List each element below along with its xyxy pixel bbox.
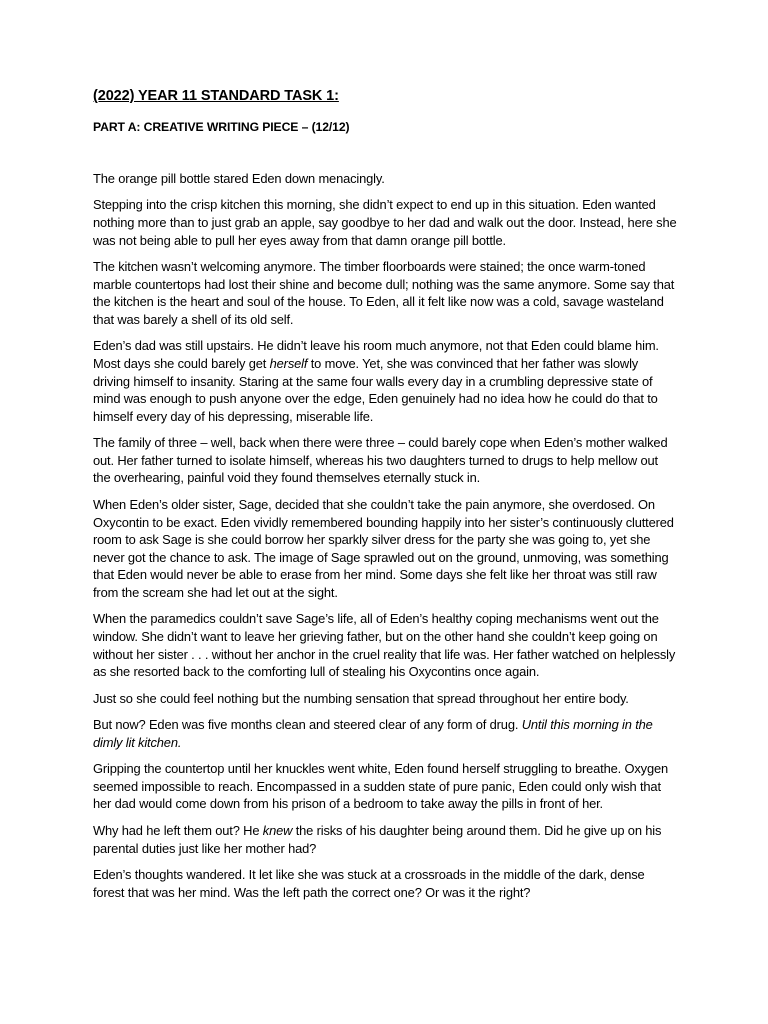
paragraph-text: The kitchen wasn’t welcoming anymore. The timber floorboards were stained; the once warm-toned marble countertops had lost their shine and become dull; nothing was the same anymore. Some say that the kitchen is the heart and soul of the house. To Eden, all it felt like now was a cold, savage wasteland that was barely a shell of its old self. (93, 259, 675, 327)
paragraph-text: the risks of his daughter being around them. Did he give up on his parental duties just like her mother had? (93, 822, 662, 856)
paragraph-text: The family of three – well, back when there were three – could barely cope when Eden’s mother walked out. Her father turned to isolate himself, whereas his two daughters turned to drugs to help mellow out the overhearing, painful void they found themselves eternally stuck in. (93, 435, 668, 486)
paragraph-text: Stepping into the crisp kitchen this morning, she didn’t expect to end up in this situation. Eden wanted nothing more than to just grab an apple, say goodbye to her dad and walk out the door. Instead, here she was not being able to pull her eyes away from that damn orange pill bottle. (93, 197, 677, 248)
story-paragraph (93, 258, 678, 328)
document-subtitle: PART A: CREATIVE WRITING PIECE – (12/12) (93, 120, 350, 134)
story-paragraph (93, 760, 678, 813)
paragraph-text: Eden’s dad was still upstairs. He didn’t leave his room much anymore, not that Eden could blame him. Most days she could barely get (93, 338, 659, 372)
paragraph-text: But now? Eden was five months clean and steered clear of any form of drug. (93, 717, 522, 733)
paragraph-text: The orange pill bottle stared Eden down menacingly. (93, 171, 385, 186)
story-paragraph (93, 496, 678, 602)
story-paragraph (93, 196, 678, 249)
document-body (93, 87, 678, 910)
paragraph-text: Why had he left them out? He (93, 822, 263, 838)
story-paragraph (93, 610, 678, 680)
paragraph-text: When Eden’s older sister, Sage, decided that she couldn’t take the pain anymore, she overdosed. On Oxycontin to be exact. Eden vividly remembered bounding happily into her sister’s continuously cluttered room to ask Sage is she could borrow her sparkly silver dress for the party she was going to, yet she never got the chance to ask. The image of Sage sprawled out on the ground, unmoving, was something that Eden would never be able to erase from her mind. Some days she felt like her throat was still raw from the scream she had let out at the sight. (93, 496, 674, 600)
paragraph-text: When the paramedics couldn’t save Sage’s life, all of Eden’s healthy coping mechanisms went out the window. She didn’t want to leave her grieving father, but on the other hand she couldn’t keep going on without her sister . . . without her anchor in the cruel reality that life was. Her father watched on helplessly as she resorted back to the comforting lull of stealing his Oxycontins once again. (93, 611, 676, 680)
story-paragraph (93, 716, 678, 751)
story-paragraph (93, 866, 678, 901)
story-paragraph (93, 170, 678, 188)
emphasized-text: knew (262, 822, 293, 838)
paragraph-text: Gripping the countertop until her knuckles went white, Eden found herself struggling to breathe. Oxygen seemed impossible to reach. Encompassed in a sudden state of pure panic, Eden could only wish that her dad would come down from his prison of a bedroom to take away the pills in front of her. (93, 761, 669, 812)
story-text (93, 170, 678, 901)
emphasized-text: herself (269, 356, 308, 372)
story-paragraph (93, 690, 678, 708)
document-title: (2022) YEAR 11 STANDARD TASK 1: (93, 88, 339, 104)
paragraph-text: to move. Yet, she was convinced that her father was slowly driving himself to insanity. Staring at the same four walls every day in a crumbling depressive state of mind was enough to push anyone over the edge, Eden genuinely had no idea how he could do that to himself every day of his depressing, miserable life. (93, 356, 658, 424)
emphasized-text: Until this morning in the dimly lit kitchen. (93, 717, 653, 750)
paragraph-text: Just so she could feel nothing but the numbing sensation that spread throughout her entire body. (93, 690, 629, 706)
story-paragraph (93, 822, 678, 857)
paragraph-text: Eden’s thoughts wandered. It let like she was stuck at a crossroads in the middle of the dark, dense forest that was her mind. Was the left path the correct one? Or was it the right? (93, 866, 645, 900)
story-paragraph (93, 434, 678, 487)
story-paragraph (93, 337, 678, 425)
